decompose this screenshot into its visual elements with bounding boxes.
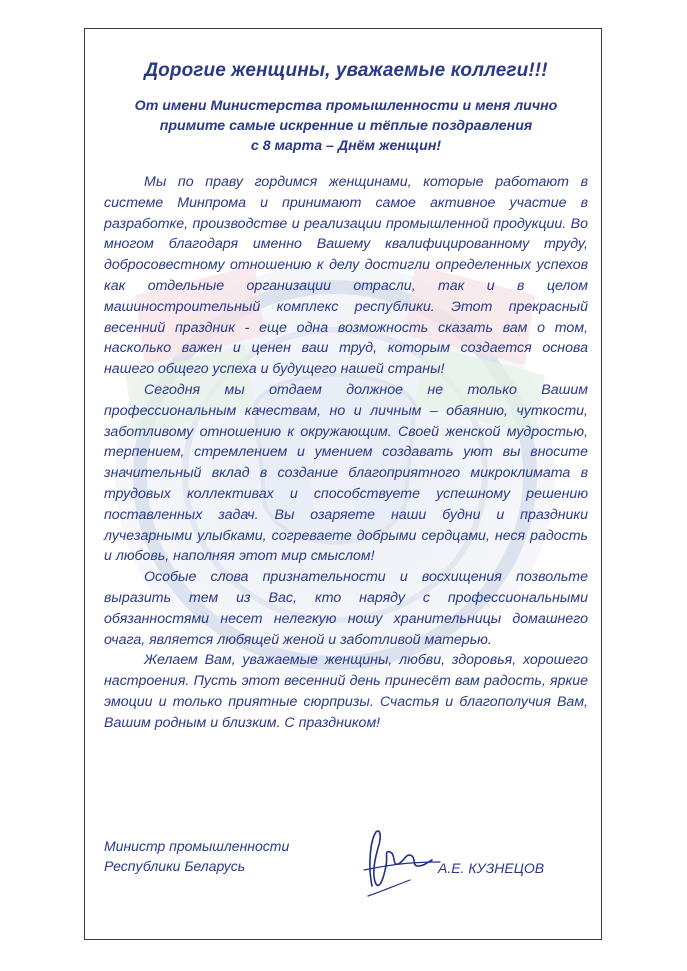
letter-paragraph: Сегодня мы отдаем должное не только Вашим профессиональным качествам, но и личным – обаянию, чуткости, заботливому отношению к окружающим. Своей женской мудростью, терпением, стремлением и умением создавать уют вы вносите значительный вклад в создание благоприятного микроклимата в трудовых коллективах и способствуете успешному решению поставленных задач. Вы озаряете наши будни и праздники лучезарными улыбками, согреваете добрыми сердцами, неся радость и любовь, наполняя этот мир смыслом! bbox=[104, 381, 588, 565]
letter-body bbox=[104, 172, 588, 734]
minister-title-line: Республики Беларусь bbox=[104, 858, 246, 874]
subheading-line: с 8 марта – Днём женщин! bbox=[250, 138, 442, 154]
letter-paragraph: Мы по праву гордимся женщинами, которые работают в системе Минпрома и принимают самое активное участие в разработке, производстве и реализации промышленной продукции. Во многом благодаря именно Вашему квалифицированному труду, добросовестному отношению к делу достигли определенных успехов как отдельные организации отрасли, так и в целом машиностроительный комплекс республики. Этот прекрасный весенний праздник - еще одна возможность сказать вам о том, насколько важен и ценен ваш труд, которым создается основа нашего общего успеха и будущего нашей страны! bbox=[104, 174, 588, 378]
signature-block bbox=[104, 836, 574, 896]
minister-title-line: Министр промышленности bbox=[104, 838, 290, 854]
letter-paragraph: Желаем Вам, уважаемые женщины, любви, здоровья, хорошего настроения. Пусть этот весенний день принесёт вам радость, яркие эмоции и только приятные сюрпризы. Счастья и благополучия Вам, Вашим родным и близким. С праздником! bbox=[104, 652, 588, 731]
subheading-line: примите самые искренние и тёплые поздравления bbox=[159, 118, 533, 134]
letter-content bbox=[104, 60, 588, 734]
letter-paragraph: Особые слова признательности и восхищения позвольте выразить тем из Вас, кто наряду с профессиональными обязанностями несет нелегкую ношу хранительницы домашнего очага, является любящей женой и заботливой матерью. bbox=[104, 569, 588, 648]
minister-name: А.Е. КУЗНЕЦОВ bbox=[438, 860, 545, 876]
subheading-line: От имени Министерства промышленности и меня лично bbox=[134, 98, 558, 114]
letter-subheading bbox=[104, 96, 588, 156]
letter-greeting: Дорогие женщины, уважаемые коллеги!!! bbox=[144, 60, 548, 81]
handwritten-signature-icon bbox=[354, 826, 444, 898]
